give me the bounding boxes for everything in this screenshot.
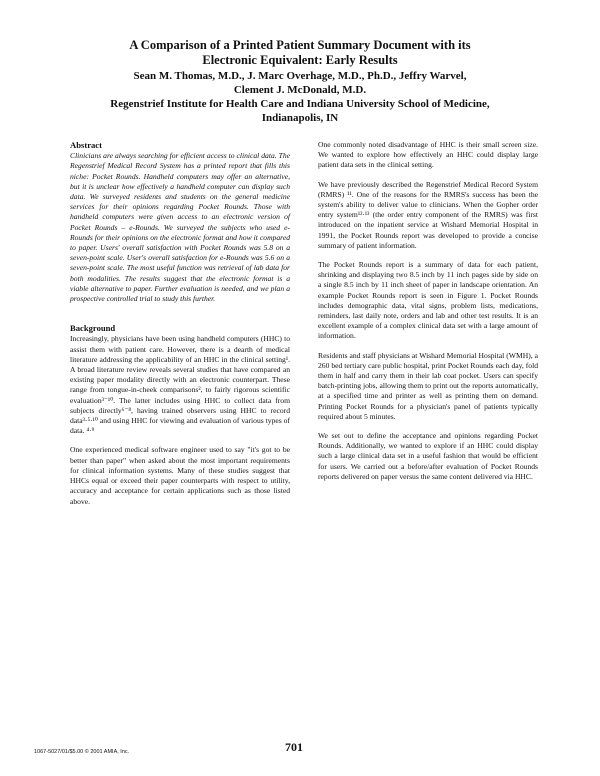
- background-heading: Background: [70, 323, 116, 334]
- authors-line-1: Sean M. Thomas, M.D., J. Marc Overhage, M.D., Ph.D., Jeffry Warvel,: [133, 70, 467, 82]
- abstract-heading: Abstract: [70, 140, 102, 150]
- background-paragraph-1: Increasingly, physicians have been using handheld computers (HHC) to assist them with patient care. However, there is a dearth of medical literature addressing the applicability of an HHC in the clinical setting¹. A broad literature review reveals several studies that have compared an existing paper modality directly with an electronic counterpart. These range from tongue-in-cheek comparisons², to fairly rigorous scientific evaluation³⁻¹⁰. The latter includes using HHC to collect data from subjects directly⁶⁻⁸, having trained observers using HHC to record data³·⁵·¹⁰ and using HHC for viewing and evaluation of various types of data. ⁴·⁹: [70, 334, 290, 436]
- left-column: [70, 140, 290, 516]
- right-paragraph-3: The Pocket Rounds report is a summary of data for each patient, shrinking and displaying two 8.5 inch by 11 inch pages side by side on a single 8.5 inch by 11 inch sheet of paper in landscape orientation. An example Pocket Rounds report is seen in Figure 1. Pocket Rounds includes demographic data, vital signs, problem lists, medications, reminders, last daily note, orders and lab and other test results. It is an excellent example of a complex clinical data set with a large amount of information.: [318, 260, 538, 341]
- right-paragraph-2: We have previously described the Regenstrief Medical Record System (RMRS) ¹¹. One of the reasons for the RMRS's success has been the system's ability to deliver value to clinicians. When the Gopher order entry system¹²·¹³ (the order entry component of the RMRS) was first introduced on the inpatient service at Wishard Memorial Hospital in 1991, the Pocket Rounds report was developed to provide a concise summary of patient information.: [318, 179, 538, 250]
- paper-title: [60, 38, 540, 68]
- copyright-footer: 1067-5027/01/$5.00 © 2001 AMIA, Inc.: [34, 749, 130, 755]
- right-paragraph-4: Residents and staff physicians at Wishard Memorial Hospital (WMH), a 260 bed tertiary care public hospital, print Pocket Rounds each day, fold them in half and carry them in their lab coat pocket. Users can specify batch-printing jobs, allowing them to print out the reports automatically, at a specified time and printer as well as printing them on demand. Printing Pocket Rounds for a physician's panel of patients typically required about 5 minutes.: [318, 350, 538, 421]
- background-paragraph-2: One experienced medical software engineer used to say "it's got to be better than paper" when asked about the most important requirements for clinical information systems. Many of these studies suggest that HHCs equal or exceed their paper counterparts with respect to utility, accuracy and acceptance for certain applications such as those listed above.: [70, 445, 290, 506]
- title-line-2: Electronic Equivalent: Early Results: [202, 53, 398, 67]
- author-block: [60, 69, 540, 125]
- right-paragraph-5: We set out to define the acceptance and opinions regarding Pocket Rounds. Additionally, we wanted to explore if an HHC could display such a large clinical data set in a useful fashion that would be efficient for users. We carried out a before/after evaluation of Pocket Rounds reports delivered on paper versus the same content delivered via HHC.: [318, 431, 538, 481]
- right-column: [318, 140, 538, 491]
- right-paragraph-1: One commonly noted disadvantage of HHC is their small screen size. We wanted to explore how effectively an HHC could display large patient data sets in the clinical setting.: [318, 140, 538, 170]
- authors-line-2: Clement J. McDonald, M.D.: [233, 84, 367, 96]
- affiliation-line-1: Regenstrief Institute for Health Care and Indiana University School of Medicine,: [110, 98, 490, 110]
- abstract-text: Clinicians are always searching for efficient access to clinical data. The Regenstrief Medical Record System has a printed report that fills this niche: Pocket Rounds. Handheld computers may offer an alternative, but it is unclear how effectively a handheld computer can display such data. We surveyed residents and students on the general medicine services for their opinions regarding Pocket Rounds. Those with handheld computers were given access to an electronic version of Pocket Rounds – e-Rounds. We surveyed the subjects who used e-Rounds for their opinions on the electronic format and how it compared to paper. Users' overall satisfaction with Pocket Rounds was 5.8 on a seven-point scale. User's overall satisfaction for e-Rounds was 5.6 on a seven-point scale. The most useful function was retrieval of lab data for both modalities. The results suggest that the electronic format is a viable alternative to paper. Further evaluation is needed, and we plan a prospective controlled trial to study this further.: [70, 151, 290, 304]
- title-line-1: A Comparison of a Printed Patient Summary Document with its: [129, 38, 471, 52]
- affiliation-line-2: Indianapolis, IN: [261, 112, 339, 124]
- page-number: 701: [285, 740, 303, 754]
